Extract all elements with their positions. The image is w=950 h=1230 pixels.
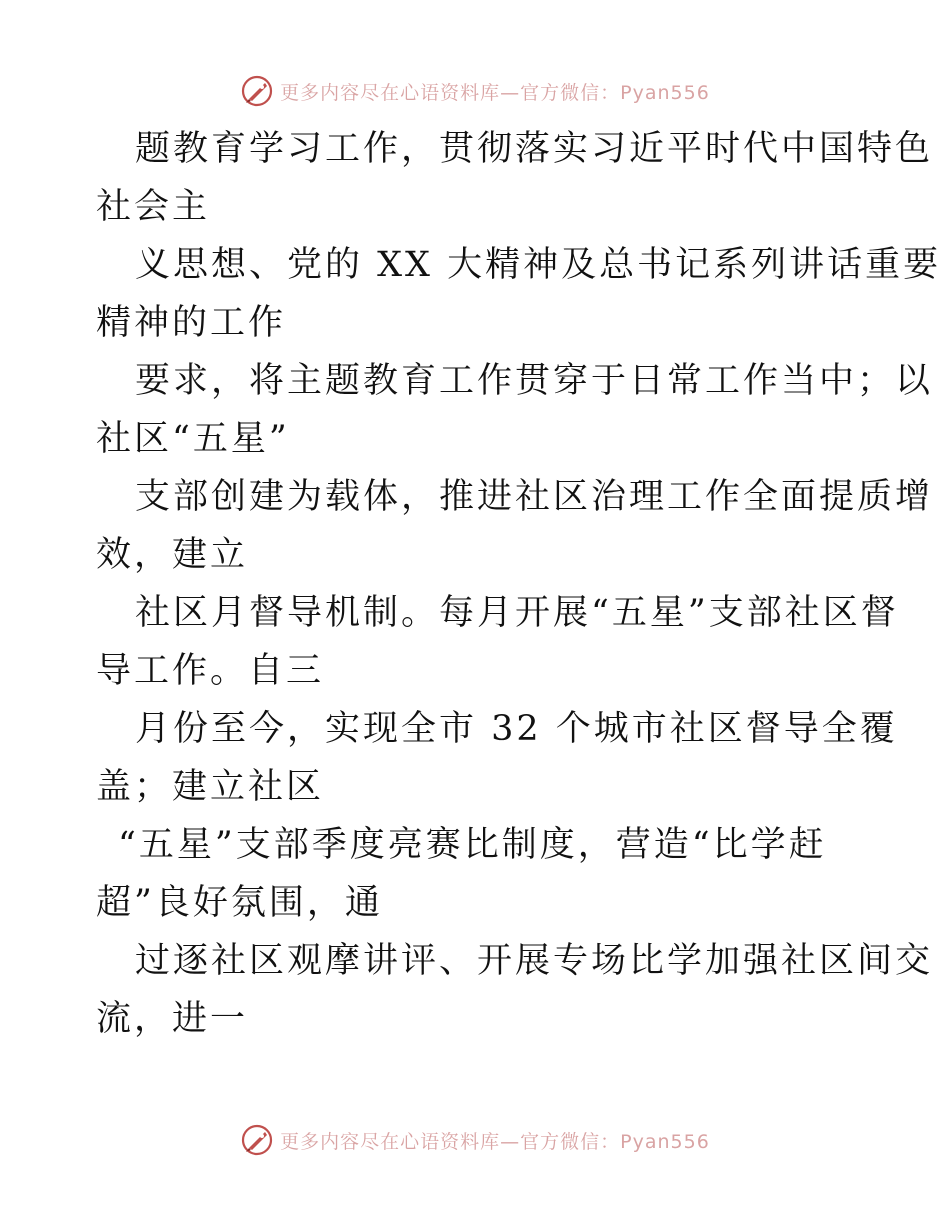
text-line: 导工作。自三 — [96, 651, 325, 691]
quill-pen-logo-icon — [240, 1123, 274, 1157]
quill-pen-logo-icon — [240, 74, 274, 108]
text-line: 月份至今，实现全市 32 个城市社区督导全覆 — [135, 709, 898, 749]
text-line: 义思想、党的 XX 大精神及总书记系列讲话重要 — [135, 245, 942, 285]
header-watermark — [0, 71, 950, 111]
text-line: 题教育学习工作，贯彻落实习近平时代中国特色 — [135, 129, 934, 169]
text-line: 过逐社区观摩讲评、开展专场比学加强社区间交 — [135, 941, 934, 981]
text-line: 社区月督导机制。每月开展“五星”支部社区督 — [135, 593, 899, 633]
watermark-text: 更多内容尽在心语资料库—官方微信：Pyan556 — [280, 1130, 710, 1153]
text-line: “五星”支部季度亮赛比制度，营造“比学赶 — [118, 825, 827, 865]
text-line: 流，进一 — [96, 999, 249, 1039]
text-line: 效，建立 — [96, 535, 249, 575]
text-line: 支部创建为载体，推进社区治理工作全面提质增 — [135, 477, 934, 517]
text-line: 社区“五星” — [96, 419, 290, 459]
text-line: 要求，将主题教育工作贯穿于日常工作当中；以 — [135, 361, 934, 401]
text-line: 社会主 — [96, 187, 211, 227]
text-line: 盖；建立社区 — [96, 767, 325, 807]
watermark-text: 更多内容尽在心语资料库—官方微信：Pyan556 — [280, 81, 710, 104]
document-body — [96, 120, 942, 1048]
footer-watermark — [0, 1120, 950, 1160]
text-line: 超”良好氛围，通 — [96, 883, 383, 923]
text-line: 精神的工作 — [96, 303, 287, 343]
